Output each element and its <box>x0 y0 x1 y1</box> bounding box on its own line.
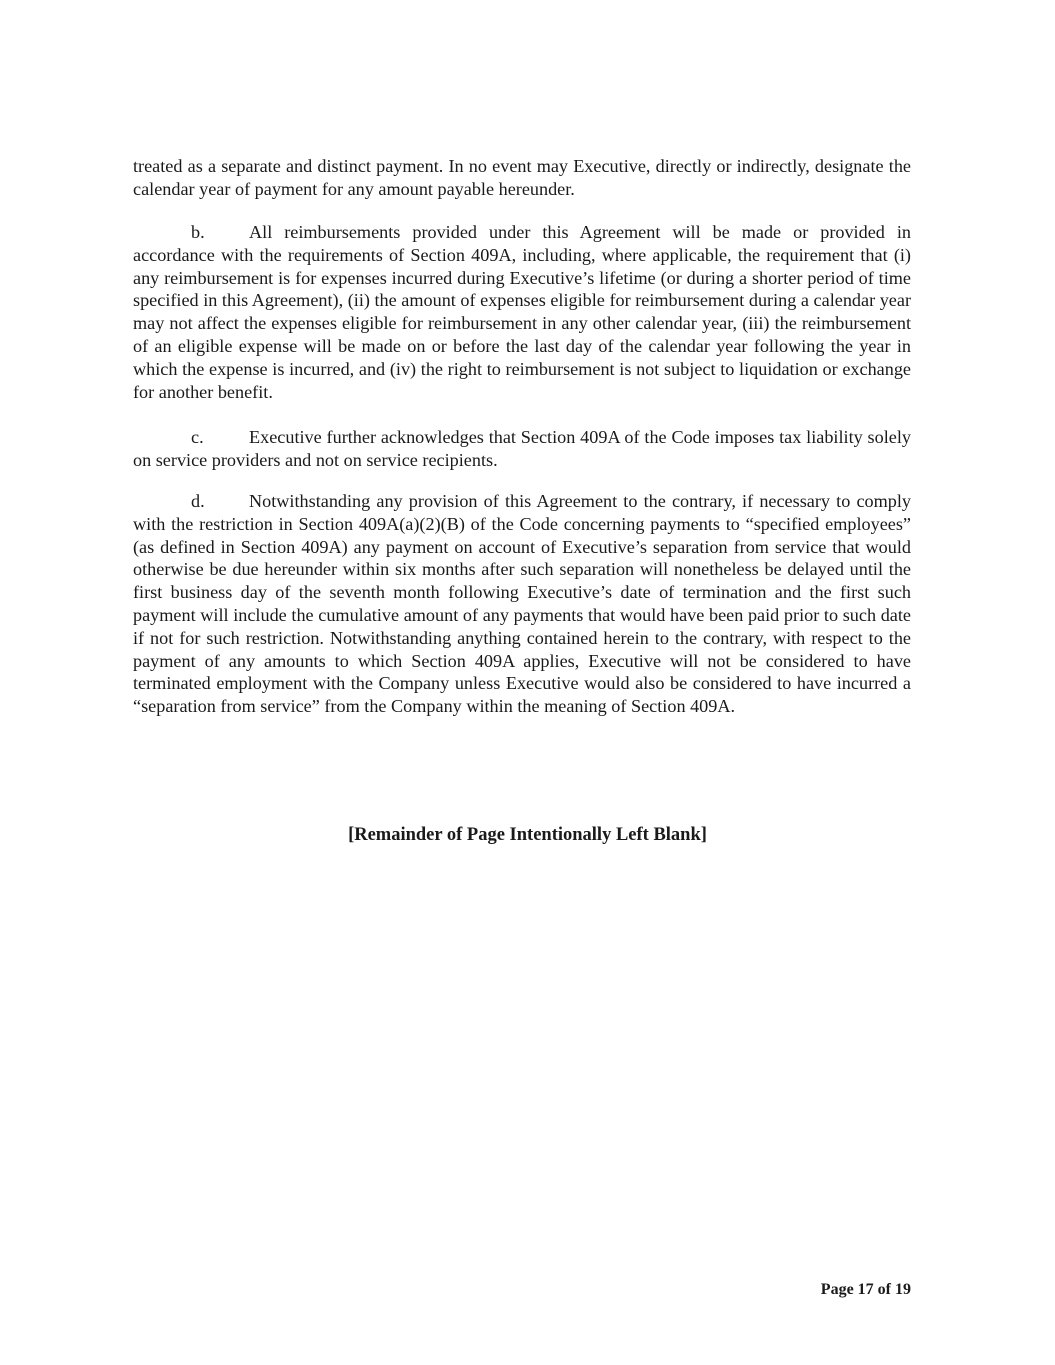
paragraph-c <box>133 426 911 472</box>
paragraph-text: Notwithstanding any provision of this Agreement to the contrary, if necessary to comply with the restriction in Section 409A(a)(2)(B) of the Code concerning payments to “specified employees” (as defined in Section 409A) any payment on account of Executive’s separation from service that would otherwise be due hereunder within six months after such separation will nonetheless be delayed until the first business day of the seventh month following Executive’s date of termination and the first such payment will include the cumulative amount of any payments that would have been paid prior to such date if not for such restriction. Notwithstanding anything contained herein to the contrary, with respect to the payment of any amounts to which Section 409A applies, Executive will not be considered to have terminated employment with the Company unless Executive would also be considered to have incurred a “separation from service” from the Company within the meaning of Section 409A. <box>133 491 911 717</box>
remainder-blank-note: [Remainder of Page Intentionally Left Blank] <box>348 825 707 845</box>
paragraph-marker: b. <box>191 222 205 242</box>
paragraph-d <box>133 490 911 718</box>
paragraph-b <box>133 221 911 403</box>
paragraph-marker: c. <box>191 427 204 447</box>
paragraph-text: Executive further acknowledges that Section 409A of the Code imposes tax liability solely on service providers and not on service recipients. <box>133 427 911 470</box>
paragraph-continuation <box>133 155 911 201</box>
paragraph-marker: d. <box>191 491 205 511</box>
paragraph-text: All reimbursements provided under this Agreement will be made or provided in accordance with the requirements of Section 409A, including, where applicable, the requirement that (i) any reimbursement is for expenses incurred during Executive’s lifetime (or during a shorter period of time specified in this Agreement), (ii) the amount of expenses eligible for reimbursement during a calendar year may not affect the expenses eligible for reimbursement in any other calendar year, (iii) the reimbursement of an eligible expense will be made on or before the last day of the calendar year following the year in which the expense is incurred, and (iv) the right to reimbursement is not subject to liquidation or exchange for another benefit. <box>133 222 911 402</box>
paragraph-text: treated as a separate and distinct payment. In no event may Executive, directly or indirectly, designate the calendar year of payment for any amount payable hereunder. <box>133 156 911 199</box>
page-number: Page 17 of 19 <box>820 1281 911 1298</box>
